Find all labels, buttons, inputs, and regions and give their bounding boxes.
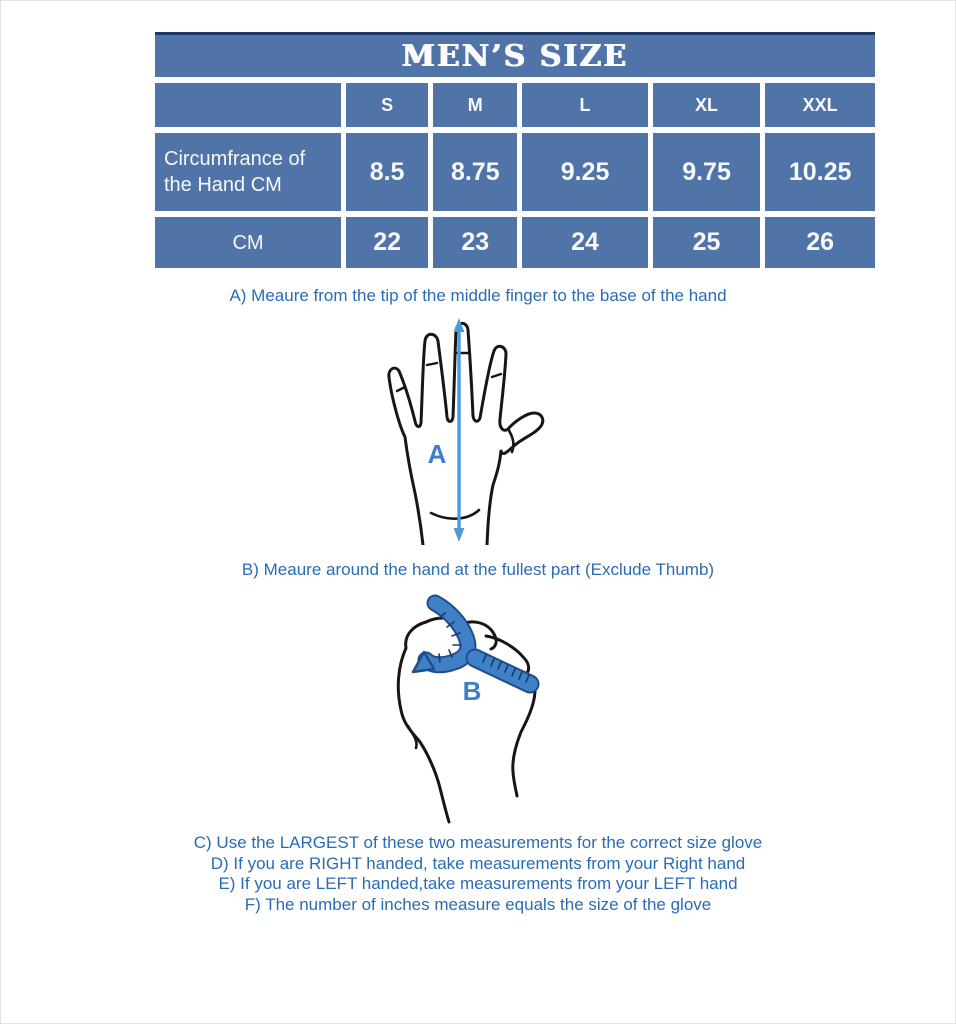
bottom-notes [0, 833, 956, 915]
cm-value-s: 22 [346, 217, 428, 268]
size-column-header-xxl: XXL [765, 83, 875, 127]
note-f: F) The number of inches measure equals the size of the glove [244, 894, 712, 914]
fist-right-edge [513, 692, 535, 796]
diagram-label-a: A [427, 439, 447, 469]
note-c: C) Use the LARGEST of these two measurements for the correct size glove [193, 833, 763, 852]
fist-diagram [388, 592, 588, 832]
hand-outline [389, 323, 543, 545]
circumference-value-m: 8.75 [433, 133, 517, 211]
instruction-b-text: B) Meaure around the hand at the fullest part (Exclude Thumb) [241, 560, 715, 579]
measuring-tape [413, 603, 530, 684]
circumference-value-xxl: 10.25 [765, 133, 875, 211]
note-e: E) If you are LEFT handed,take measurements from your LEFT hand [218, 874, 738, 894]
knuckle-crease [408, 726, 417, 748]
size-column-header-l: L [522, 83, 647, 127]
open-hand-diagram [375, 313, 555, 545]
size-column-header-m: M [433, 83, 517, 127]
circumference-value-xl: 9.75 [653, 133, 761, 211]
circumference-value-l: 9.25 [522, 133, 647, 211]
note-d: D) If you are RIGHT handed, take measurements from your Right hand [210, 853, 746, 873]
instruction-a-text: A) Meaure from the tip of the middle finger to the base of the hand [229, 286, 727, 305]
circumference-value-s: 8.5 [346, 133, 428, 211]
cm-value-xxl: 26 [765, 217, 875, 268]
size-column-header-xl: XL [653, 83, 761, 127]
row-label-circumference: Circumfrance of the Hand CM [155, 133, 341, 211]
corner-cell [155, 83, 341, 127]
diagram-label-b: B [462, 676, 482, 706]
row-label-cm: CM [155, 217, 341, 268]
size-column-header-s: S [346, 83, 428, 127]
cm-value-m: 23 [433, 217, 517, 268]
cm-value-l: 24 [522, 217, 647, 268]
cm-value-xl: 25 [653, 217, 761, 268]
mens-size-table [155, 32, 875, 268]
table-title: MEN’S SIZE [155, 32, 875, 77]
